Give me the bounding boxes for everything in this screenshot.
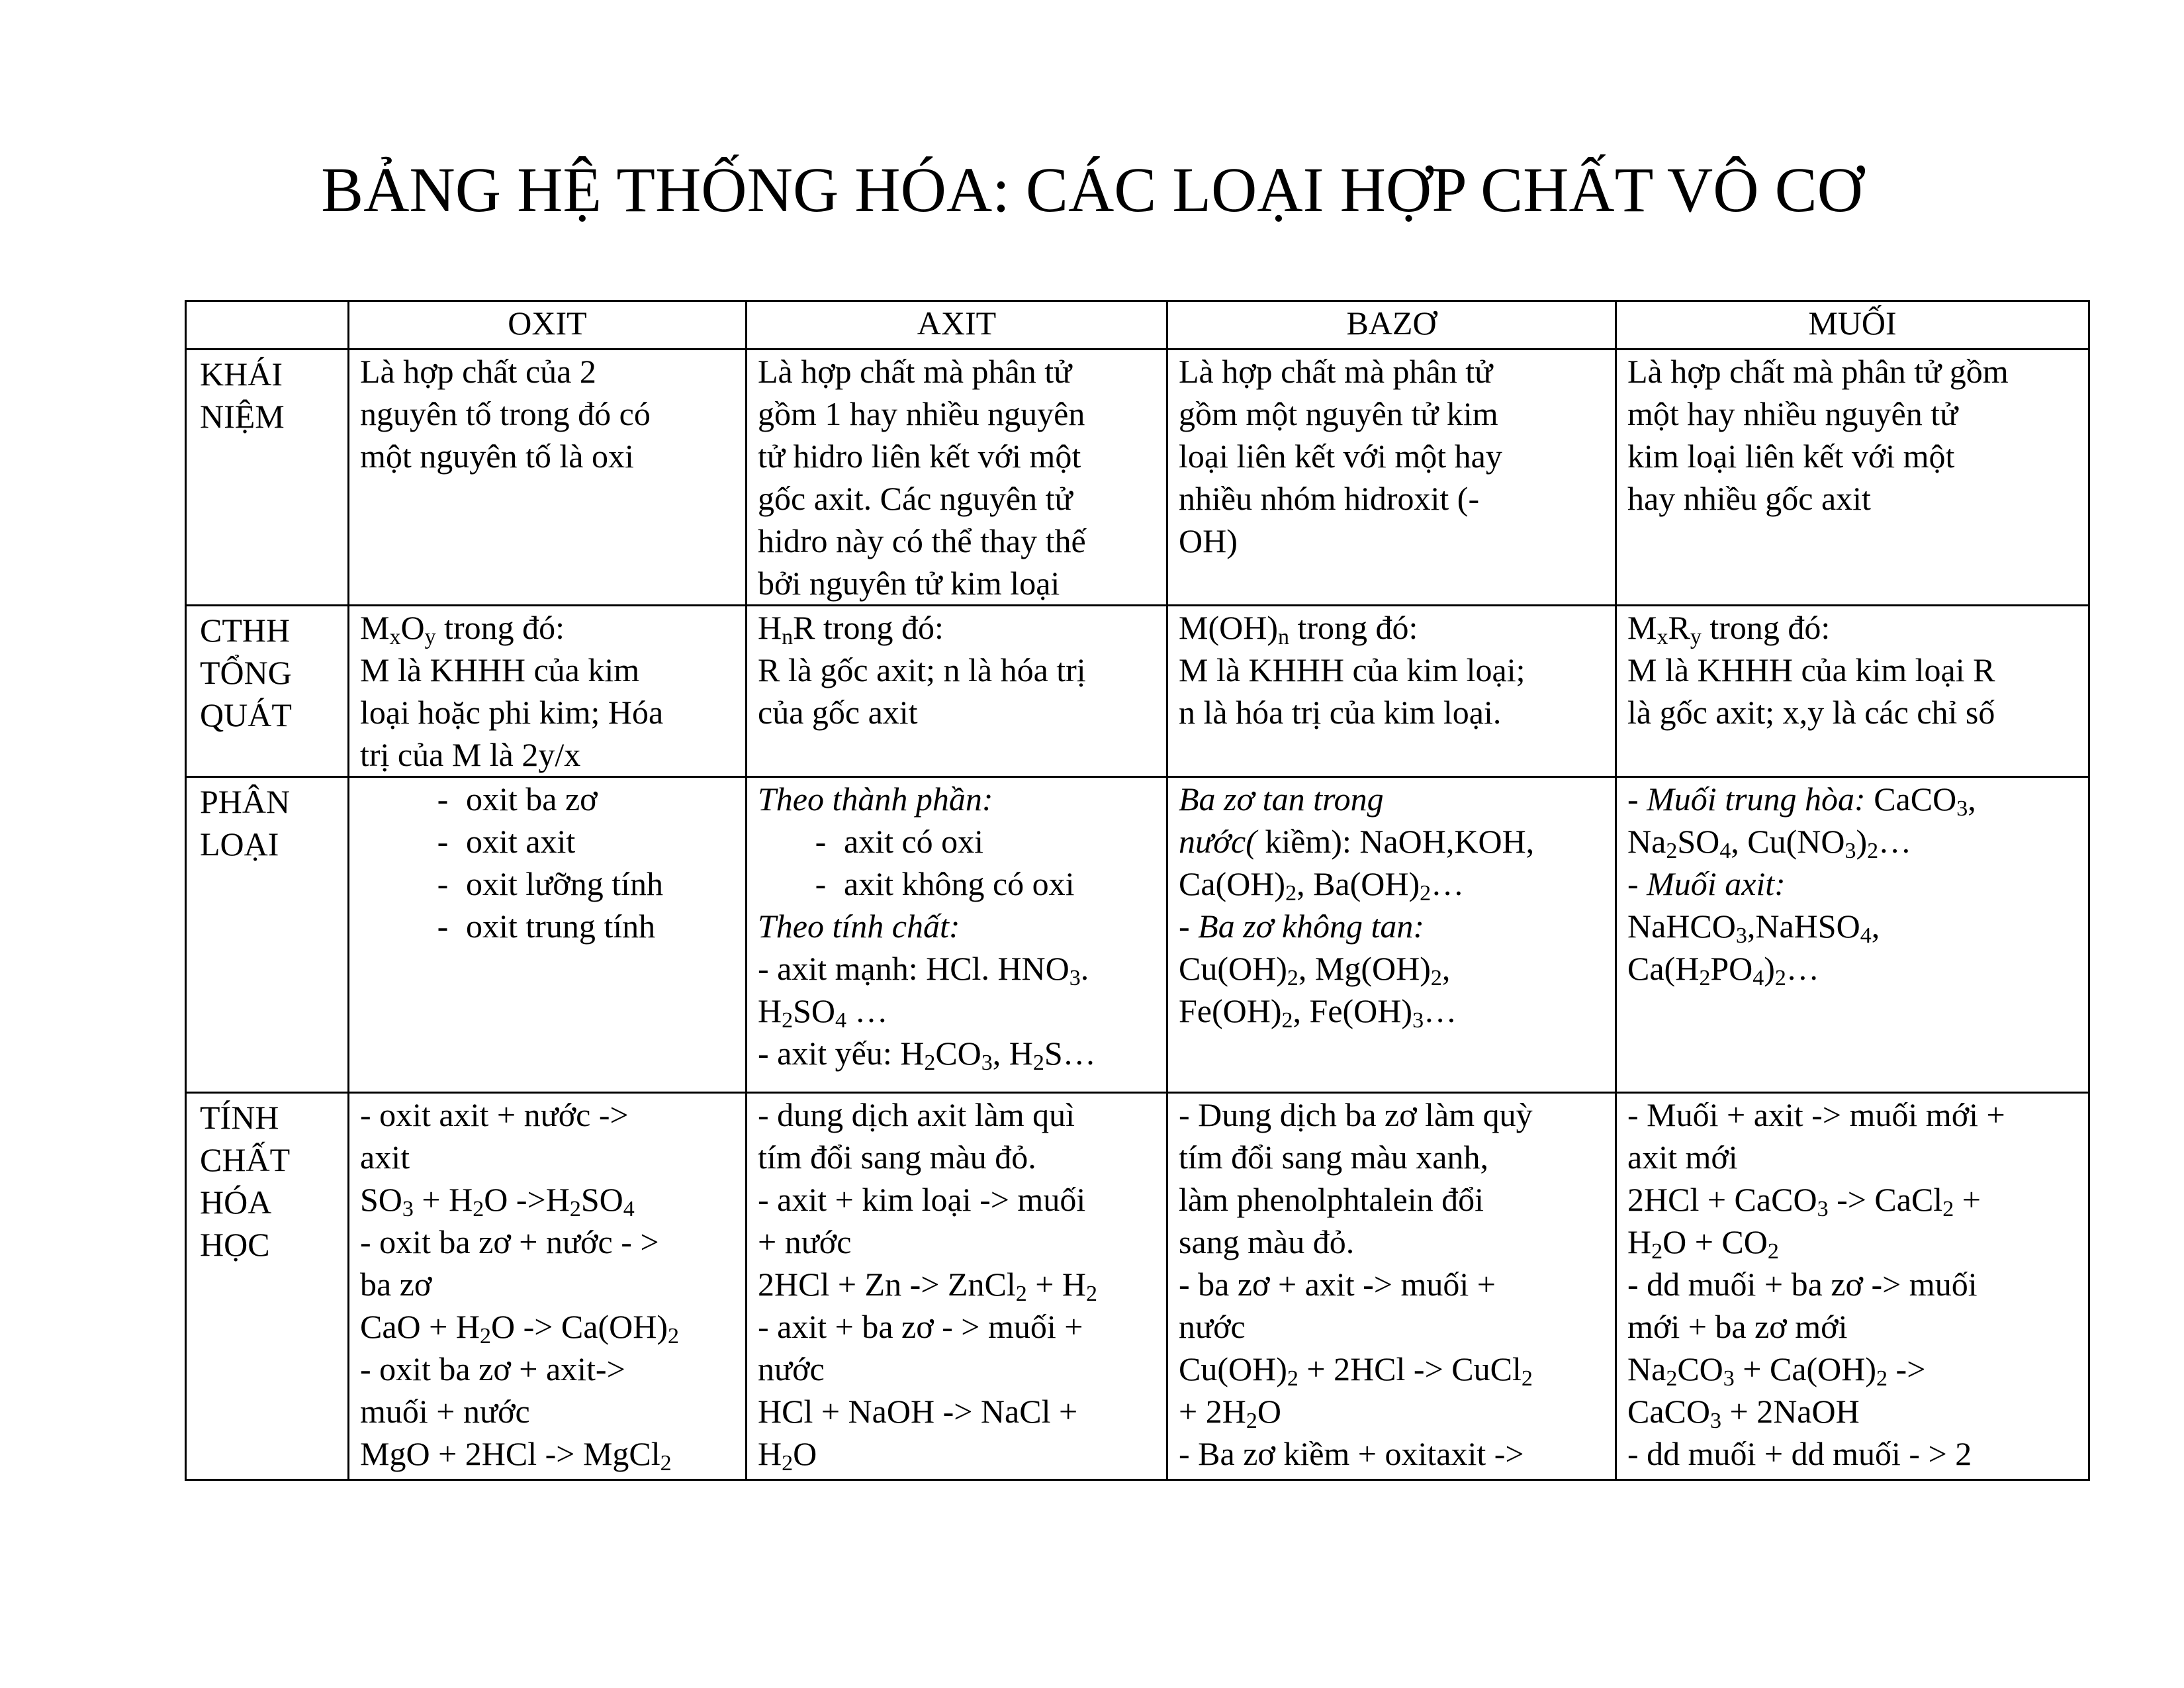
header-axit: AXIT (747, 301, 1167, 350)
cell-khai-niem-axit: Là hợp chất mà phân tử gồm 1 hay nhiều nguyên tử hidro liên kết với một gốc axit. Các nguyên tử hidro này có thể thay thế bởi nguyên tử kim loại (747, 350, 1167, 606)
row-label-phan-loai: PHÂN LOẠI (186, 777, 349, 1093)
list-item: - oxit ba zơ (437, 780, 598, 818)
header-corner (186, 301, 349, 350)
cell-cthh-axit: $H_nR$ trong đó: R là gốc axit; n là hóa trị của gốc axit (747, 606, 1167, 777)
formula-oxit: $M_xO_y$ trong đó: (360, 609, 565, 649)
cell-khai-niem-oxit: Là hợp chất của 2 nguyên tố trong đó có một nguyên tố là oxi (349, 350, 747, 606)
cell-tinh-chat-oxit: - oxit axit + nước -> axit $SO_3 + H_2O$ $->H_2SO_4$ - oxit ba zơ + nước - > ba zơ CaO + $H_2O -> Ca(OH)_2$ - oxit ba zơ + axit-> muối + nước MgO + 2HCl -> MgCl$_2$ (349, 1093, 747, 1480)
cell-cthh-muoi: $M_xR_y$ trong đó: M là KHHH của kim loại R là gốc axit; x,y là các chỉ số (1616, 606, 2089, 777)
page-title: BẢNG HỆ THỐNG HÓA: CÁC LOẠI HỢP CHẤT VÔ CƠ (321, 154, 1863, 225)
row-label-cthh: CTHH TỔNG QUÁT (186, 606, 349, 777)
cell-phan-loai-oxit (349, 777, 747, 1093)
formula-axit: $H_nR$ trong đó: (758, 609, 944, 649)
row-khai-niem (186, 350, 2089, 606)
cell-khai-niem-muoi: Là hợp chất mà phân tử gồm một hay nhiều nguyên tử kim loại liên kết với một hay nhiều gốc axit (1616, 350, 2089, 606)
formula-muoi: $M_xR_y$ trong đó: (1627, 609, 1831, 649)
header-oxit: OXIT (349, 301, 747, 350)
row-cthh (186, 606, 2089, 777)
cell-tinh-chat-bazo: - Dung dịch ba zơ làm quỳ tím đổi sang màu xanh, làm phenolphtalein đổi sang màu đỏ. - ba zơ + axit -> muối + nước $Cu(OH)_2 + 2HCl$ -> CuCl$_2$ + $2H_2O$ - Ba zơ kiềm + oxitaxit -> (1167, 1093, 1616, 1480)
cell-phan-loai-axit: Theo thành phần: - axit có oxi - axit không có oxi Theo tính chất: - axit mạnh: HCl. $HNO_3$. $H_2SO_4$ … - axit yếu: $H_2CO_3$, $H_2S\dots$ (747, 777, 1167, 1093)
cell-cthh-oxit: $M_xO_y$ trong đó: M là KHHH của kim loại hoặc phi kim; Hóa trị của M là 2y/x (349, 606, 747, 777)
header-row (186, 301, 2089, 350)
row-tinh-chat (186, 1093, 2089, 1480)
list-item: - oxit trung tính (437, 908, 656, 945)
summary-table (185, 300, 2090, 1481)
cell-phan-loai-muoi: - Muối trung hòa: CaCO$_3$, $Na_2SO_4$, $Cu(NO_3)_2\dots$ - Muối axit: NaHCO$_3$,NaHSO$_4$, $Ca(H_2PO_4)_2\dots$ (1616, 777, 2089, 1093)
header-bazo: BAZƠ (1167, 301, 1616, 350)
cell-khai-niem-bazo: Là hợp chất mà phân tử gồm một nguyên tử kim loại liên kết với một hay nhiều nhóm hidroxit (- OH) (1167, 350, 1616, 606)
list-item: - axit không có oxi (815, 865, 1075, 902)
list-item: - oxit axit (437, 823, 576, 860)
cell-tinh-chat-muoi: - Muối + axit -> muối mới + axit mới 2HCl + CaCO$_3$ -> CaCl$_2$ + $H_2O + CO_2$ - dd muối + ba zơ -> muối mới + ba zơ mới $Na_2CO_3 + Ca(OH)_2$ -> CaCO$_3$ + 2NaOH - dd muối + dd muối - > 2 (1616, 1093, 2089, 1480)
list-item: - axit có oxi (815, 823, 984, 860)
cell-tinh-chat-axit: - dung dịch axit làm quì tím đổi sang màu đỏ. - axit + kim loại -> muối + nước 2HCl + Zn -> ZnCl$_2$ + $H_2$ - axit + ba zơ - > muối + nước HCl + NaOH -> NaCl + $H_2O$ (747, 1093, 1167, 1480)
formula-bazo: $M(OH)_n$ trong đó: (1179, 609, 1418, 649)
header-muoi: MUỐI (1616, 301, 2089, 350)
row-label-khai-niem: KHÁI NIỆM (186, 350, 349, 606)
cell-phan-loai-bazo: Ba zơ tan trong nước( kiềm): NaOH,KOH, $Ca(OH)_2$, $Ba(OH)_2\dots$ - Ba zơ không tan: $Cu(OH)_2$, $Mg(OH)_2$, $Fe(OH)_2$, $Fe(OH)_3\dots$ (1167, 777, 1616, 1093)
row-label-tinh-chat: TÍNH CHẤT HÓA HỌC (186, 1093, 349, 1480)
row-phan-loai (186, 777, 2089, 1093)
cell-cthh-bazo: $M(OH)_n$ trong đó: M là KHHH của kim loại; n là hóa trị của kim loại. (1167, 606, 1616, 777)
list-item: - oxit lưỡng tính (437, 865, 663, 902)
